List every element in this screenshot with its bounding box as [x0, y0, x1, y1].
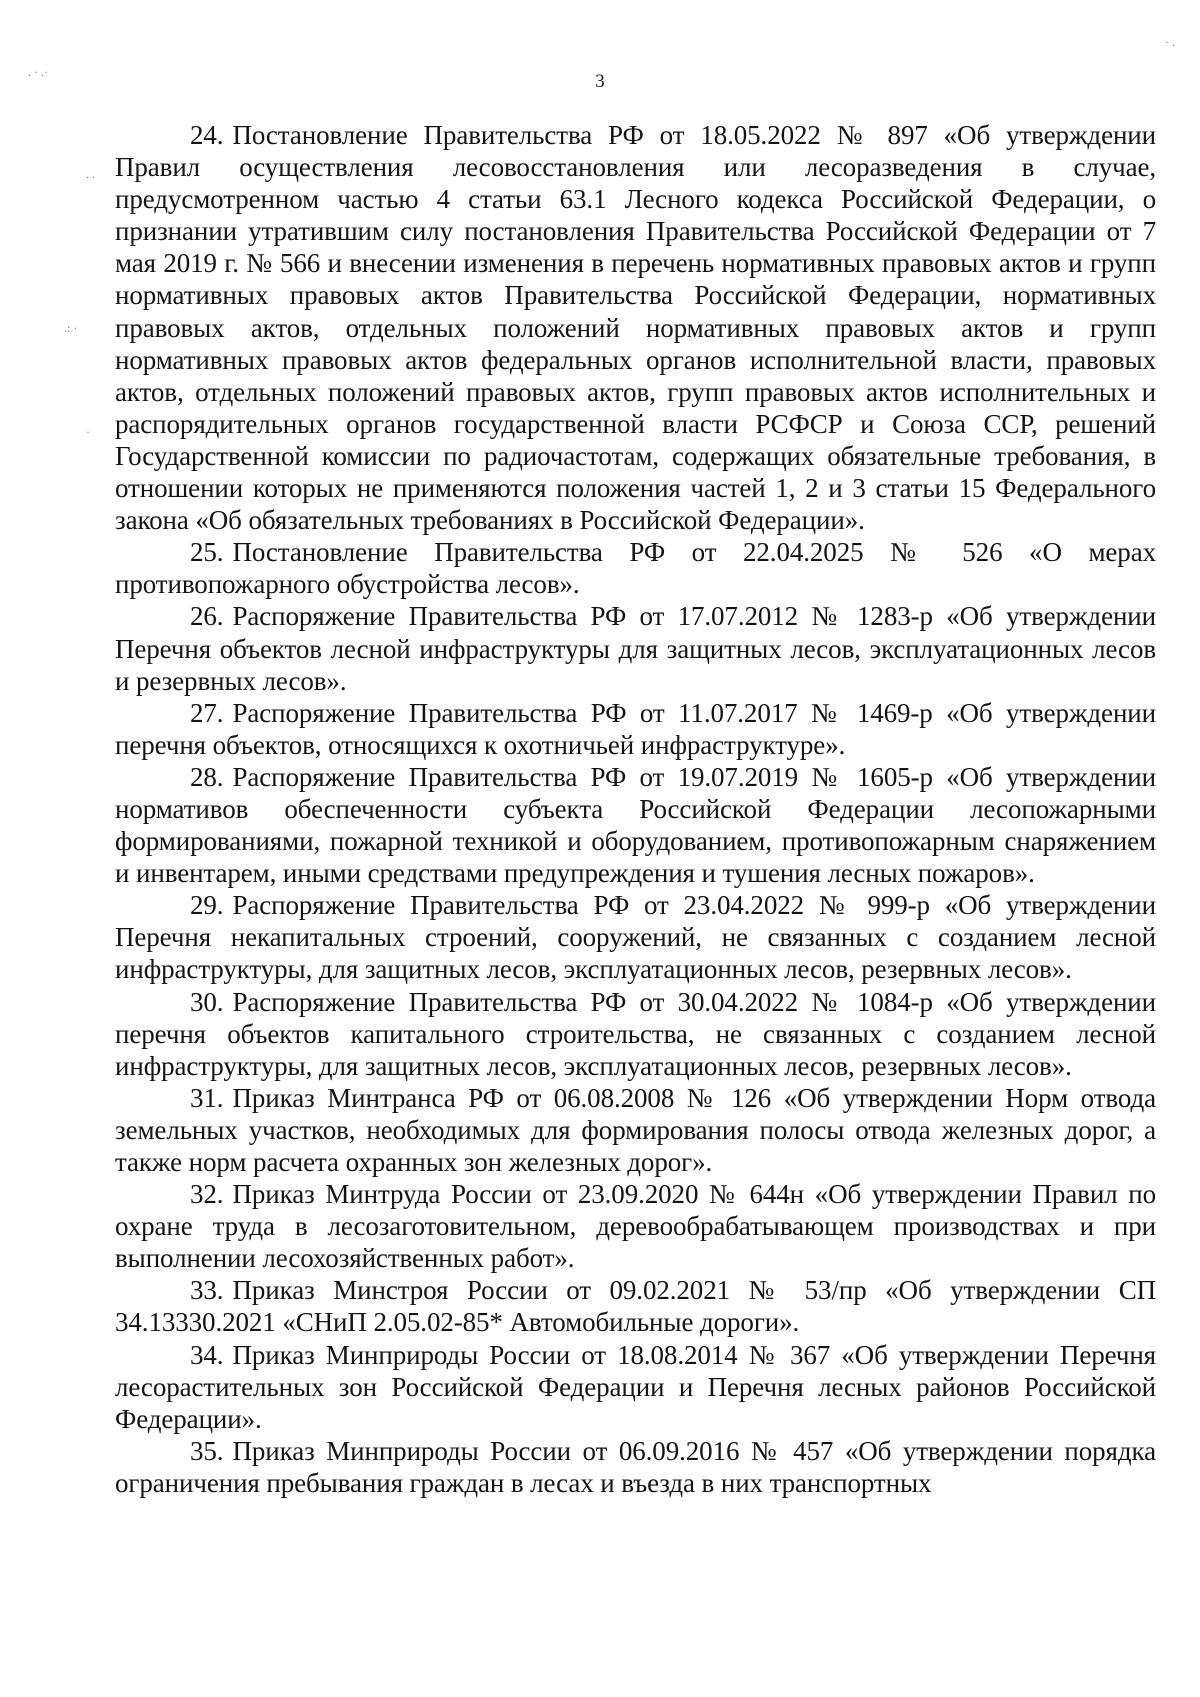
item-text: Распоряжение Правительства РФ от 30.04.2022 № 1084-р «Об утверждении перечня объектов капитального строительства, не связанных с созданием лесной инфраструктуры, для защитных лесов, эксплуатационных лесов, резервных лесов».	[115, 986, 1156, 1081]
list-item	[115, 761, 1156, 889]
list-item	[115, 1435, 1156, 1499]
list-item	[115, 1339, 1156, 1435]
item-text: Постановление Правительства РФ от 18.05.2022 № 897 «Об утверждении Правил осуществления лесовосстановления или лесоразведения в случае, предусмотренном частью 4 статьи 63.1 Лесного кодекса Российской Федерации, о признании утратившим силу постановления Правительства Российской Федерации от 7 мая 2019 г. № 566 и внесении изменения в перечень нормативных правовых актов и групп нормативных правовых актов Правительства Российской Федерации, нормативных правовых актов, отдельных положений нормативных правовых актов и групп нормативных правовых актов федеральных органов исполнительной власти, правовых актов, отдельных положений правовых актов, групп правовых актов исполнительных и распорядительных органов государственной власти РСФСР и Союза ССР, решений Государственной комиссии по радиочастотам, содержащих обязательные требования, в отношении которых не применяются положения частей 1, 2 и 3 статьи 15 Федерального закона «Об обязательных требованиях в Российской Федерации».	[115, 120, 1156, 536]
item-text: Распоряжение Правительства РФ от 19.07.2019 № 1605-р «Об утверждении нормативов обеспеченности субъекта Российской Федерации лесопожарными формированиями, пожарной техникой и оборудованием, противопожарным снаряжением и инвентарем, иными средствами предупреждения и тушения лесных пожаров».	[115, 761, 1156, 889]
scan-speck: ·	[86, 425, 90, 439]
item-number: 30.	[190, 986, 224, 1017]
item-text: Распоряжение Правительства РФ от 11.07.2017 № 1469-р «Об утверждении перечня объектов, относящихся к охотничьей инфраструктуре».	[115, 697, 1156, 760]
item-text: Распоряжение Правительства РФ от 23.04.2022 № 999-р «Об утверждении Перечня некапитальных строений, сооружений, не связанных с созданием лесной инфраструктуры, для защитных лесов, эксплуатационных лесов, резервных лесов».	[115, 890, 1156, 985]
item-number: 26.	[190, 601, 224, 632]
list-item	[115, 889, 1156, 985]
item-number: 31.	[190, 1082, 224, 1113]
item-text: Приказ Минтруда России от 23.09.2020 № 644н «Об утверждении Правил по охране труда в лесозаготовительном, деревообрабатывающем производствах и при выполнении лесохозяйственных работ».	[115, 1179, 1156, 1274]
item-number: 24.	[190, 120, 224, 150]
list-item	[115, 986, 1156, 1082]
page-number: 3	[595, 71, 605, 92]
item-number: 27.	[190, 697, 224, 728]
item-number: 34.	[190, 1339, 224, 1370]
list-item	[115, 1082, 1156, 1178]
item-text: Постановление Правительства РФ от 22.04.2025 № 526 «О мерах противопожарного обустройства лесов».	[115, 537, 1156, 600]
item-number: 28.	[190, 761, 224, 792]
list-item	[115, 600, 1156, 696]
scan-speck: · .	[1165, 35, 1175, 49]
item-number: 32.	[190, 1179, 224, 1210]
item-number: 25.	[190, 537, 224, 568]
item-text: Приказ Минтранса РФ от 06.08.2008 № 126 «Об утверждении Норм отвода земельных участков, необходимых для формирования полосы отвода железных дорог, а также норм расчета охранных зон железных дорог».	[115, 1082, 1156, 1177]
item-text: Распоряжение Правительства РФ от 17.07.2012 № 1283-р «Об утверждении Перечня объектов лесной инфраструктуры для защитных лесов, эксплуатационных лесов и резервных лесов».	[115, 601, 1156, 696]
list-item	[115, 119, 1156, 536]
list-item	[115, 1274, 1156, 1338]
list-item	[115, 536, 1156, 600]
item-number: 29.	[190, 890, 224, 921]
document-body	[115, 119, 1156, 1499]
list-item	[115, 1178, 1156, 1274]
list-item	[115, 697, 1156, 761]
item-text: Приказ Минприроды России от 06.09.2016 № 457 «Об утверждении порядка ограничения пребывания граждан в лесах и въезда в них транспортных	[115, 1435, 1156, 1498]
item-number: 33.	[190, 1275, 224, 1306]
scan-speck: .: ·	[64, 321, 78, 335]
scan-speck: . · .·	[28, 65, 48, 79]
item-number: 35.	[190, 1435, 224, 1466]
item-text: Приказ Минстроя России от 09.02.2021 № 53/пр «Об утверждении СП 34.13330.2021 «СНиП 2.05.02-85* Автомобильные дороги».	[115, 1275, 1156, 1338]
item-text: Приказ Минприроды России от 18.08.2014 № 367 «Об утверждении Перечня лесорастительных зон Российской Федерации и Перечня лесных районов Российской Федерации».	[115, 1339, 1156, 1434]
scan-speck: . .	[86, 167, 95, 181]
